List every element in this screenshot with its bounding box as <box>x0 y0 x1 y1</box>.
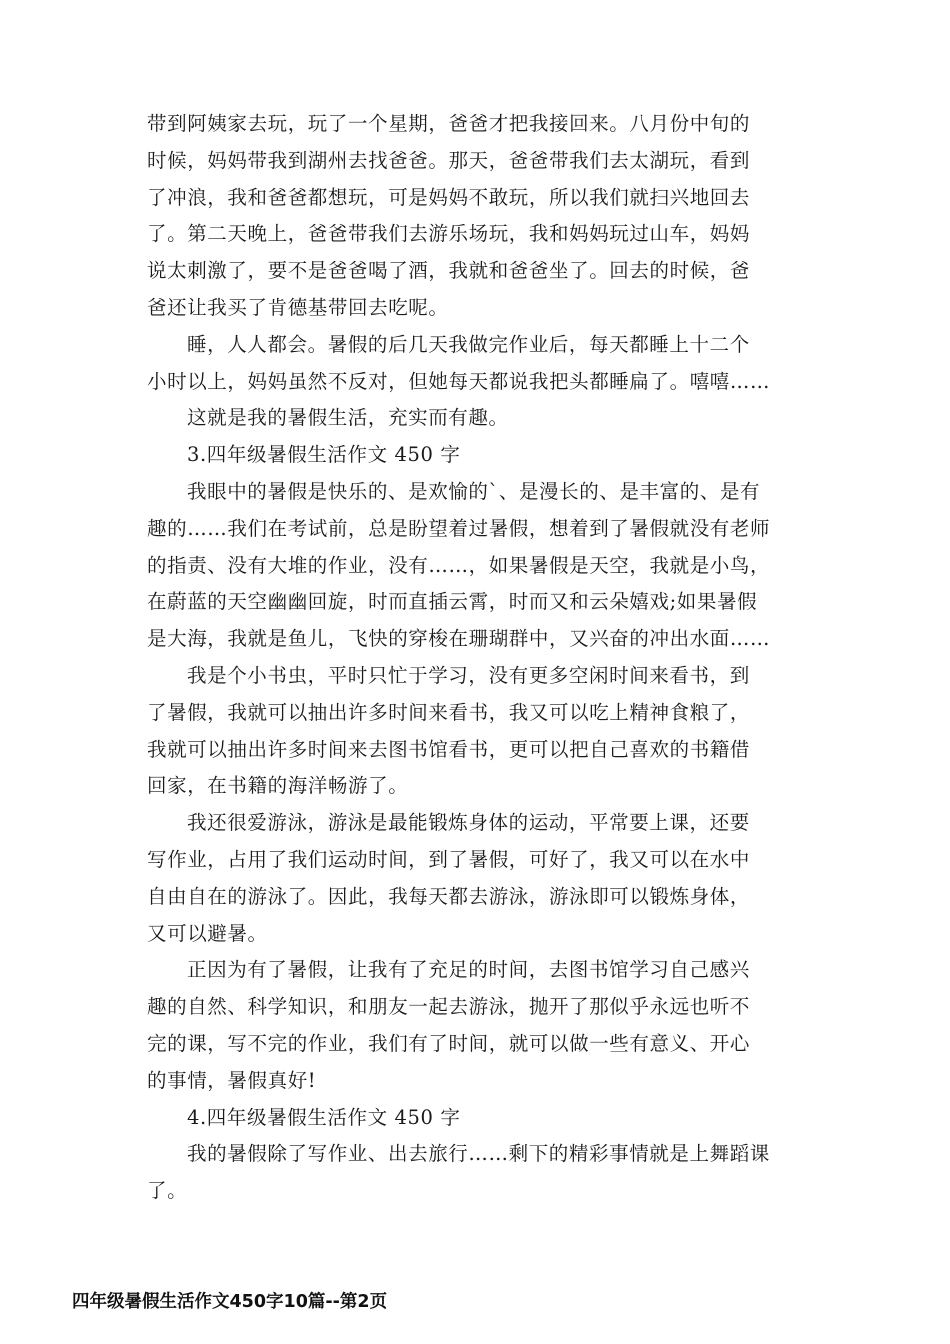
text-line: 又可以避暑。 <box>147 921 268 945</box>
section-heading: 3.四年级暑假生活作文 450 字 <box>187 443 461 467</box>
text-line: 写作业，占用了我们运动时间，到了暑假，可好了，我又可以在水中 <box>147 847 751 871</box>
text-line: 爸还让我买了肯德基带回去吃呢。 <box>147 295 449 319</box>
text-line: 了。第二天晚上，爸爸带我们去游乐场玩，我和妈妈玩过山车，妈妈 <box>147 222 751 246</box>
text-line: 我眼中的暑假是快乐的、是欢愉的`、是漫长的、是丰富的、是有 <box>187 479 761 503</box>
text-line: 是大海，我就是鱼儿，飞快的穿梭在珊瑚群中，又兴奋的冲出水面…… <box>147 627 771 651</box>
text-line: 这就是我的暑假生活，充实而有趣。 <box>187 406 509 430</box>
text-line: 了冲浪，我和爸爸都想玩，可是妈妈不敢玩，所以我们就扫兴地回去 <box>147 185 751 209</box>
text-line: 我是个小书虫，平时只忙于学习，没有更多空闲时间来看书，到 <box>187 663 750 687</box>
text-line: 回家，在书籍的海洋畅游了。 <box>147 774 409 798</box>
text-line: 了暑假，我就可以抽出许多时间来看书，我又可以吃上精神食粮了， <box>147 700 751 724</box>
text-line: 正因为有了暑假，让我有了充足的时间，去图书馆学习自己感兴 <box>187 958 750 982</box>
text-line: 了。 <box>147 1179 188 1203</box>
section-heading: 4.四年级暑假生活作文 450 字 <box>187 1105 461 1129</box>
page-footer: 四年级暑假生活作文450字10篇--第2页 <box>72 1292 388 1312</box>
text-line: 时候，妈妈带我到湖州去找爸爸。那天，爸爸带我们去太湖玩，看到 <box>147 148 751 172</box>
text-line: 自由自在的游泳了。因此，我每天都去游泳，游泳即可以锻炼身体， <box>147 884 751 908</box>
text-line: 小时以上，妈妈虽然不反对，但她每天都说我把头都睡扁了。嘻嘻…… <box>147 369 771 393</box>
text-line: 我的暑假除了写作业、出去旅行……剩下的精彩事情就是上舞蹈课 <box>187 1142 770 1166</box>
text-line: 带到阿姨家去玩，玩了一个星期，爸爸才把我接回来。八月份中旬的 <box>147 112 751 135</box>
text-line: 趣的自然、科学知识，和朋友一起去游泳，抛开了那似乎永远也听不 <box>147 995 751 1019</box>
text-line: 完的课，写不完的作业，我们有了时间，就可以做一些有意义、开心 <box>147 1031 751 1055</box>
text-line: 睡，人人都会。暑假的后几天我做完作业后，每天都睡上十二个 <box>187 332 750 356</box>
text-line: 趣的……我们在考试前，总是盼望着过暑假，想着到了暑假就没有老师 <box>147 516 771 540</box>
document-body <box>147 106 827 1210</box>
text-line: 说太刺激了，要不是爸爸喝了酒，我就和爸爸坐了。回去的时候，爸 <box>147 259 751 283</box>
text-line: 我就可以抽出许多时间来去图书馆看书，更可以把自己喜欢的书籍借 <box>147 737 751 761</box>
text-line: 我还很爱游泳，游泳是最能锻炼身体的运动，平常要上课，还要 <box>187 811 750 835</box>
text-line: 的指责、没有大堆的作业，没有……，如果暑假是天空，我就是小鸟， <box>147 553 771 577</box>
text-line: 的事情，暑假真好! <box>147 1068 317 1092</box>
text-line: 在蔚蓝的天空幽幽回旋，时而直插云霄，时而又和云朵嬉戏;如果暑假 <box>147 590 758 614</box>
